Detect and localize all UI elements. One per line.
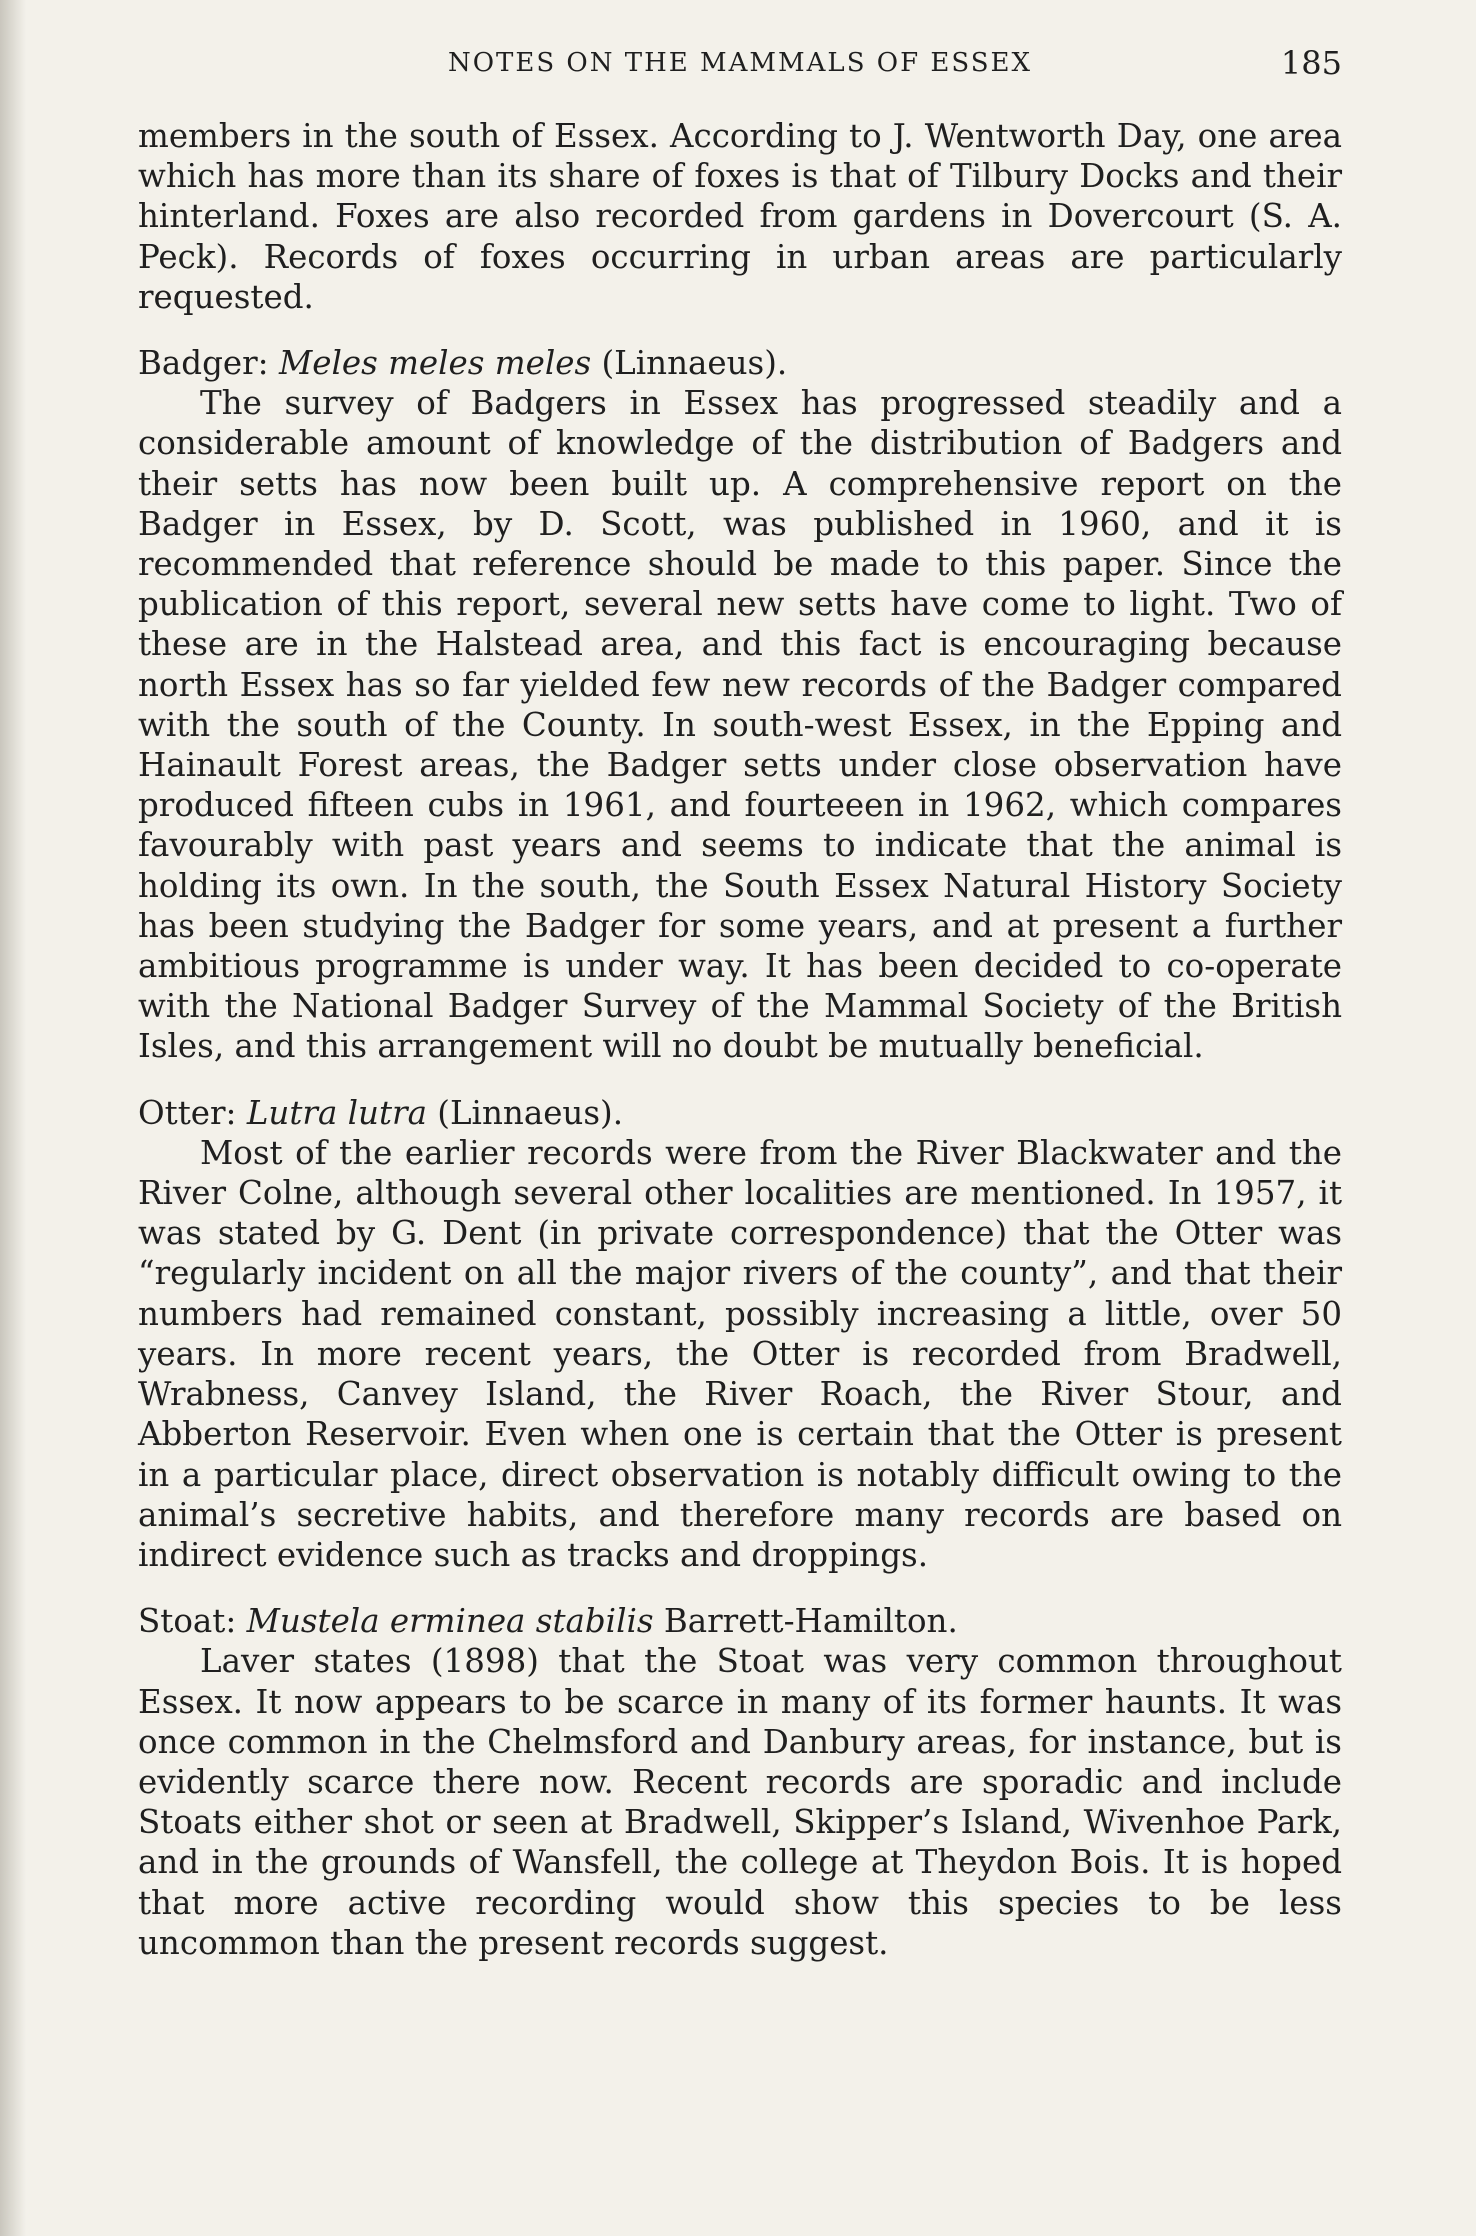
species-heading-badger <box>138 343 1342 383</box>
common-name: Badger: <box>138 344 269 383</box>
scientific-name: Mustela erminea stabilis <box>246 1602 654 1641</box>
scientific-name: Lutra lutra <box>246 1093 427 1132</box>
section-otter <box>138 1093 1342 1575</box>
species-heading-stoat <box>138 1601 1342 1641</box>
book-page <box>138 40 1342 1963</box>
common-name: Otter: <box>138 1093 237 1132</box>
authority: Barrett-Hamilton. <box>663 1602 958 1641</box>
species-heading-otter <box>138 1093 1342 1133</box>
page-number: 185 <box>1280 44 1342 82</box>
authority: (Linnaeus). <box>437 1093 624 1132</box>
paragraph-badger: The survey of Badgers in Essex has progressed steadily and a considerable amount of knowledge of the distribution of Badgers and their setts has now been built up. A comprehensive report on the Badger in Essex, by D. Scott, was published in 1960, and it is recommended that reference should be made to this paper. Since the publication of this report, several new setts have come to light. Two of these are in the Halstead area, and this fact is encouraging because north Essex has so far yielded few new records of the Badger compared with the south of the County. In south-west Essex, in the Epping and Hainault Forest areas, the Badger setts under close observation have produced fifteen cubs in 1961, and fourteeen in 1962, which compares favourably with past years and seems to indicate that the animal is holding its own. In the south, the South Essex Natural History Society has been studying the Badger for some years, and at present a further ambitious programme is under way. It has been decided to co-operate with the National Badger Survey of the Mammal Society of the British Isles, and this arrangement will no doubt be mutually beneficial. <box>138 384 1342 1066</box>
section-stoat <box>138 1601 1342 1963</box>
page-edge-shadow <box>0 0 26 2236</box>
paragraph-stoat: Laver states (1898) that the Stoat was very common throughout Essex. It now appears to be scarce in many of its former haunts. It was once common in the Chelmsford and Danbury areas, for instance, but is evidently scarce there now. Recent records are sporadic and include Stoats either shot or seen at Bradwell, Skipper’s Island, Wivenhoe Park, and in the grounds of Wansfell, the college at Theydon Bois. It is hoped that more active recording would show this species to be less uncommon than the present records suggest. <box>138 1642 1342 1962</box>
section-badger <box>138 343 1342 1067</box>
common-name: Stoat: <box>138 1602 237 1641</box>
section-fox-continued <box>138 116 1342 317</box>
paragraph-fox-continued: members in the south of Essex. According to J. Wentworth Day, one area which has more than its share of foxes is that of Tilbury Docks and their hinterland. Foxes are also recorded from gardens in Dovercourt (S. A. Peck). Records of foxes occurring in urban areas are particularly requested. <box>138 117 1342 316</box>
authority: (Linnaeus). <box>601 344 788 383</box>
paragraph-otter: Most of the earlier records were from the River Blackwater and the River Colne, although several other localities are mentioned. In 1957, it was stated by G. Dent (in private correspondence) that the Otter was “regularly incident on all the major rivers of the county”, and that their numbers had remained constant, possibly increasing a little, over 50 years. In more recent years, the Otter is recorded from Bradwell, Wrabness, Canvey Island, the River Roach, the River Stour, and Abberton Reservoir. Even when one is certain that the Otter is present in a particular place, direct observation is notably difficult owing to the animal’s secretive habits, and therefore many records are based on indirect evidence such as tracks and droppings. <box>138 1133 1342 1574</box>
running-head <box>138 40 1342 92</box>
scientific-name: Meles meles meles <box>278 344 592 383</box>
running-title: NOTES ON THE MAMMALS OF ESSEX <box>447 48 1033 78</box>
